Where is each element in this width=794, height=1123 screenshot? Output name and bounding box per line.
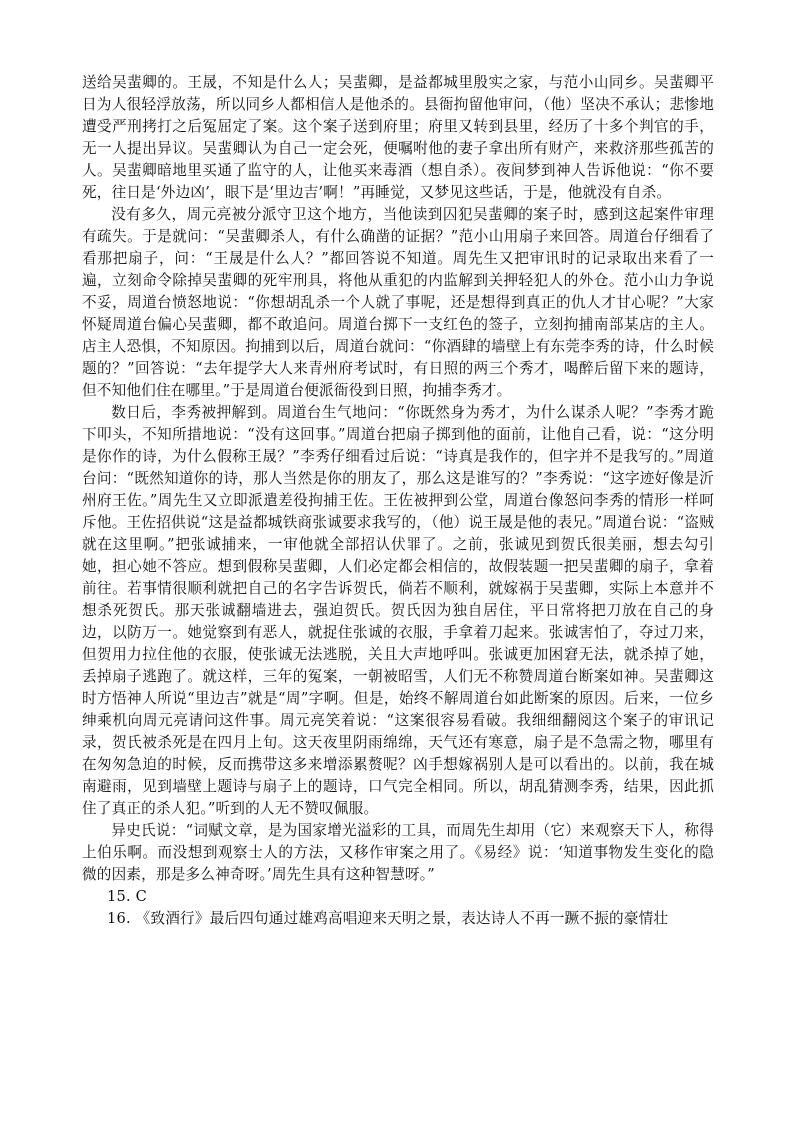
answer-15: 15. C [107, 888, 148, 905]
paragraph-continued: 送给吴蜚卿的。王晟，不知是什么人；吴蜚卿，是益都城里殷实之家，与范小山同乡。吴蜚卿平日为人很轻浮放荡，所以同乡人都相信人是他杀的。县衙拘留他审问，（他）坚决不承认；悲惨地遭受严刑拷打之后冤屈定了案。这个案子送到府里；府里又转到县里，经历了十多个判官的手，无一人提出异议。吴蜚卿认为自己一定会死，便嘱咐他的妻子拿出所有财产，来救济那些孤苦的人。吴蜚卿暗地里买通了监守的人，让他买来毒酒（想自杀）。夜间梦到神人告诉他说：“你不要死，往日是‘外边凶’，眼下是‘里边吉’啊！”再睡觉，又梦见这些话，于是，他就没有自杀。 [82, 74, 714, 201]
paragraph-zhou-investigation: 没有多久，周元亮被分派守卫这个地方，当他读到囚犯吴蜚卿的案子时，感到这起案件审理有疏失。于是就问：“吴蜚卿杀人，有什么确凿的证据？”范小山用扇子来回答。周道台仔细看了看那把扇子，问：“王晟是什么人？”都回答说不知道。周先生又把审讯时的记录取出来看了一遍，立刻命令除掉吴蜚卿的死牢刑具，将他从重犯的内监解到关押轻犯人的外仓。范小山力争说不妥，周道台愤怒地说：“你想胡乱杀一个人就了事呢，还是想得到真正的仇人才甘心呢？”大家怀疑周道台偏心吴蜚卿，都不敢追问。周道台掷下一支红色的签子，立刻拘捕南部某店的主人。店主人恐惧，不知原因。拘捕到以后，周道台就问：“你酒肆的墙壁上有东莞李秀的诗，什么时候题的？”回答说：“去年提学大人来青州府考试时，有日照的两三个秀才，喝醉后留下来的题诗，但不知他们住在哪里。”于是周道台便派衙役到日照，拘捕李秀才。 [82, 206, 714, 399]
paragraph-yishishi-comment: 异史氏说：“词赋文章，是为国家增光溢彩的工具，而周先生却用（它）来观察天下人，称得上伯乐啊。而没想到观察士人的方法，又移作审案之用了。《易经》说：‘知道事物发生变化的隐微的因素，那是多么神奇呀。’周先生具有这种智慧呀。” [82, 822, 714, 883]
answer-16: 16. 《致酒行》最后四句通过雄鸡高唱迎来天明之景，表达诗人不再一蹶不振的豪情壮 [107, 910, 669, 927]
paragraph-li-xiu-trial: 数日后，李秀被押解到。周道台生气地问：“你既然身为秀才，为什么谋杀人呢？”李秀才跪下叩头，不知所措地说：“没有这回事。”周道台把扇子掷到他的面前，让他自己看，说：“这分明是你作的诗，为什么假称王晟？”李秀仔细看过后说：“诗真是我作的，但字并不是我写的。”周道台问：“既然知道你的诗，那人当然是你的朋友了，那么这是谁写的？”李秀说：“这字迹好像是沂州府王佐。”周先生又立即派遣差役拘捕王佐。王佐被押到公堂，周道台像怒问李秀的情形一样呵斥他。王佐招供说“这是益都城铁商张诚要求我写的，（他）说王晟是他的表兄。”周道台说：“盗贼就在这里啊。”把张诚捕来，一审他就全部招认伏罪了。之前，张诚见到贺氏很美丽，想去勾引她，担心她不答应。想到假称吴蜚卿，人们必定都会相信的，故假装题一把吴蜚卿的扇子，拿着前往。若事情很顺利就把自己的名字告诉贺氏，倘若不顺利，就嫁祸于吴蜚卿，实际上本意并不想杀死贺氏。那天张诚翻墙进去，强迫贺氏。贺氏因为独自居住，平日常将把刀放在自己的身边，以防万一。她觉察到有恶人，就捉住张诚的衣服，手拿着刀起来。张诚害怕了，夺过刀来，但贺用力拉住他的衣服，使张诚无法逃脱，关且大声地呼叫。张诚更加困窘无法，就杀掉了她，丢掉扇子逃跑了。就这样，三年的冤案，一朝被昭雪，人们无不称赞周道台断案如神。吴蜚卿这时方悟神人所说“里边吉”就是“周”字啊。但是，始终不解周道台如此断案的原因。后来，一位乡绅乘机向周元亮请问这件事。周元亮笑着说：“这案很容易看破。我细细翻阅这个案子的审讯记录，贺氏被杀死是在四月上旬。这天夜里阴雨绵绵，天气还有寒意，扇子是不急需之物，哪里有在匆匆急迫的时候，反而携带这多来增添累赘呢？凶手想嫁祸别人是可以看出的。以前，我在城南避雨，见到墙壁上题诗与扇子上的题诗，口气完全相同。所以，胡乱猜测李秀，结果，因此抓住了真正的杀人犯。”听到的人无不赞叹佩服。 [82, 404, 714, 817]
translation-text [82, 72, 714, 930]
